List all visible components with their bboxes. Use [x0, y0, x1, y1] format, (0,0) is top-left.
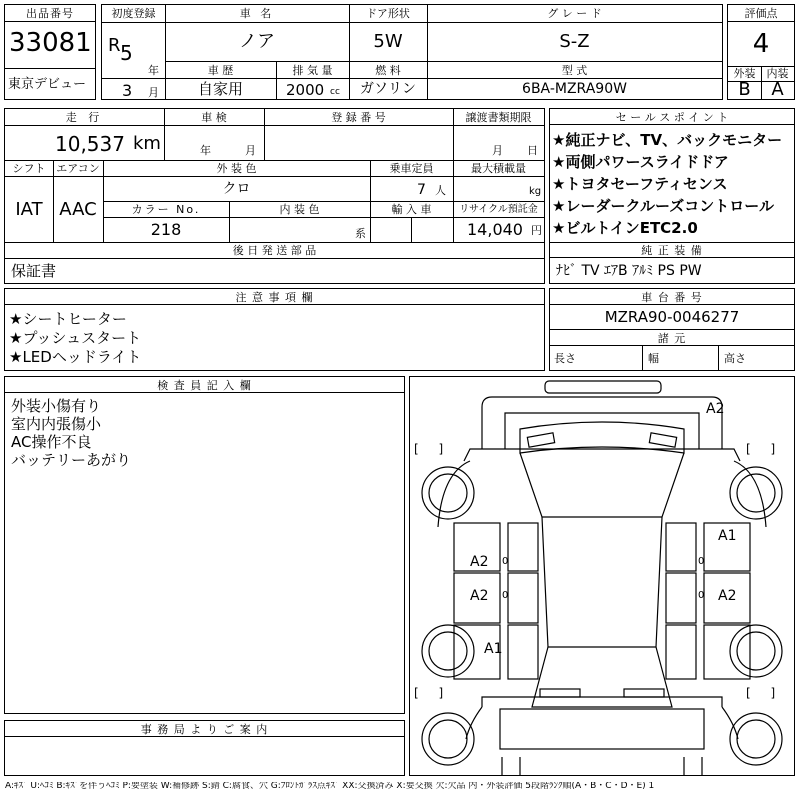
ac: AAC — [59, 198, 97, 220]
shift: IAT — [15, 198, 43, 220]
vehicle-info-box — [101, 4, 723, 100]
grade-label: グ レ ー ド — [547, 7, 602, 20]
capacity-label: 乗車定員 — [389, 162, 434, 175]
history-label: 車 歴 — [207, 63, 234, 77]
damage-mark: A2 — [470, 588, 489, 604]
car-diagram — [410, 377, 794, 775]
later-parts: 保証書 — [11, 262, 57, 280]
damage-mark: A2 — [470, 554, 489, 570]
month-unit: 月 — [148, 86, 159, 99]
office-box — [4, 720, 405, 776]
damage-mark: A1 — [718, 528, 737, 544]
insp-month-unit: 月 — [245, 144, 256, 157]
ac-label: エアコン — [56, 162, 100, 175]
details-box — [4, 108, 545, 284]
lot-number-box — [4, 4, 96, 100]
genuine-equipment: ﾅﾋﾞ TV ｴｱB ｱﾙﾐ PS PW — [556, 263, 702, 279]
car-name-label: 車 名 — [239, 7, 275, 20]
inspection-label: 車 検 — [201, 110, 227, 124]
zero-mark: 0 — [502, 590, 509, 601]
kei-unit: 系 — [355, 227, 366, 240]
capacity: 7 — [417, 182, 426, 198]
inspector-note: AC操作不良 — [11, 433, 92, 451]
transfer-day-unit: 日 — [527, 144, 538, 157]
zero-mark: 0 — [698, 590, 705, 601]
damage-mark: A2 — [718, 588, 737, 604]
score-label: 評価点 — [728, 5, 794, 22]
inspector-note: 室内内張傷小 — [11, 415, 102, 433]
selling-points-label: セ ー ル ス ポ イ ン ト — [550, 109, 794, 125]
bracket-left-bottom: [ ] — [414, 686, 452, 700]
insp-year-unit: 年 — [200, 144, 211, 157]
capacity-unit: 人 — [435, 184, 446, 197]
model-label: 型 式 — [561, 63, 588, 77]
recycle: 14,040 — [467, 220, 523, 239]
damage-mark: A1 — [484, 641, 503, 657]
caution-item: ★シートヒーター — [9, 310, 127, 328]
bracket-left-top: [ ] — [414, 442, 452, 456]
int-color-label: 内 装 色 — [279, 203, 320, 216]
first-reg-label: 初度登録 — [111, 7, 156, 20]
color-no-label: カラー No. — [131, 203, 201, 216]
lot-number-label: 出品番号 — [5, 5, 95, 22]
int-score: A — [771, 79, 784, 100]
km-unit: km — [133, 133, 161, 154]
reg-year: 5 — [120, 41, 133, 65]
displacement: 2000 — [286, 81, 325, 99]
caution-box — [4, 288, 545, 371]
fuel-label: 燃 料 — [375, 63, 401, 77]
car-name: ノア — [239, 30, 275, 52]
score-box — [727, 4, 795, 100]
import-label: 輸 入 車 — [391, 203, 432, 216]
legend: A:ｷｽﾞ U:ﾍｺﾐ B:ｷｽﾞを伴うﾍｺﾐ P:要塗装 W:補修跡 S:錆 C:腐食、穴 G:ﾌﾛﾝﾄｶﾞﾗｽ点ｷｽﾞ XX:交換済み X:要交換 欠:欠品 内・外装評価 5段階ﾗﾝｸ順(A・B・C・D・E) 1 — [5, 782, 655, 791]
height-label: 高さ — [724, 352, 746, 365]
selling-point-item: ★ビルトインETC2.0 — [552, 219, 698, 237]
model: 6BA-MZRA90W — [522, 81, 627, 97]
era: R — [108, 35, 121, 56]
history: 自家用 — [197, 79, 243, 98]
lot-debut: 東京デビュー — [8, 77, 87, 92]
door-label: ドア形状 — [366, 7, 410, 20]
length-label: 長さ — [554, 352, 576, 365]
color-no: 218 — [150, 220, 182, 239]
recycle-label: リサイクル預託金 — [459, 203, 538, 215]
genuine-label: 純 正 装 備 — [550, 243, 794, 258]
caution-label: 注 意 事 項 欄 — [5, 289, 544, 305]
door-type: 5W — [373, 30, 403, 52]
year-unit: 年 — [148, 64, 159, 77]
bracket-right-bottom: [ ] — [746, 686, 784, 700]
selling-point-item: ★トヨタセーフティセンス — [552, 175, 728, 193]
displacement-label: 排 気 量 — [292, 63, 333, 77]
dims-label: 諸 元 — [550, 330, 794, 346]
inspector-note: 外装小傷有り — [11, 397, 102, 415]
chassis-label: 車 台 番 号 — [550, 289, 794, 305]
ext-score: B — [738, 79, 751, 100]
transfer-label: 譲渡書類期限 — [465, 110, 532, 124]
ext-color: クロ — [222, 181, 251, 197]
transfer-month-unit: 月 — [492, 144, 503, 157]
zero-mark: 0 — [698, 556, 705, 567]
reg-no-label: 登 録 番 号 — [331, 110, 386, 124]
office-label: 事 務 局 よ り ご 案 内 — [5, 721, 404, 737]
later-parts-label: 後 日 発 送 部 品 — [232, 244, 317, 257]
caution-item: ★LEDヘッドライト — [9, 348, 142, 366]
max-load-label: 最大積載量 — [471, 162, 526, 175]
zero-mark: 0 — [502, 556, 509, 567]
yen-unit: 円 — [531, 224, 542, 237]
grade: S-Z — [559, 30, 590, 52]
car-diagram-box — [409, 376, 795, 776]
cc-unit: cc — [330, 87, 340, 97]
lot-number: 33081 — [9, 28, 92, 58]
reg-month: 3 — [122, 81, 133, 100]
mileage-label: 走 行 — [65, 110, 104, 124]
damage-mark: A2 — [706, 401, 725, 417]
selling-point-item: ★両側パワースライドドア — [552, 153, 729, 171]
selling-point-item: ★純正ナビ、TV、バックモニター — [552, 131, 783, 149]
ext-color-label: 外 装 色 — [216, 162, 257, 175]
selling-point-item: ★レーダークルーズコントロール — [552, 197, 774, 215]
selling-points-box — [549, 108, 795, 284]
width-label: 幅 — [648, 352, 659, 365]
int-label: 内装 — [766, 67, 789, 80]
chassis-box — [549, 288, 795, 371]
caution-item: ★プッシュスタート — [9, 329, 142, 347]
bracket-right-top: [ ] — [746, 442, 784, 456]
inspector-box — [4, 376, 405, 714]
ext-label: 外装 — [733, 67, 756, 80]
chassis-number: MZRA90-0046277 — [604, 307, 740, 326]
inspector-note: バッテリーあがり — [11, 451, 132, 469]
mileage: 10,537 — [55, 132, 125, 156]
kg-unit: kg — [529, 186, 542, 197]
shift-label: シフト — [12, 162, 46, 175]
inspector-label: 検 査 員 記 入 欄 — [5, 377, 404, 393]
fuel: ガソリン — [360, 81, 416, 97]
score: 4 — [752, 29, 770, 59]
